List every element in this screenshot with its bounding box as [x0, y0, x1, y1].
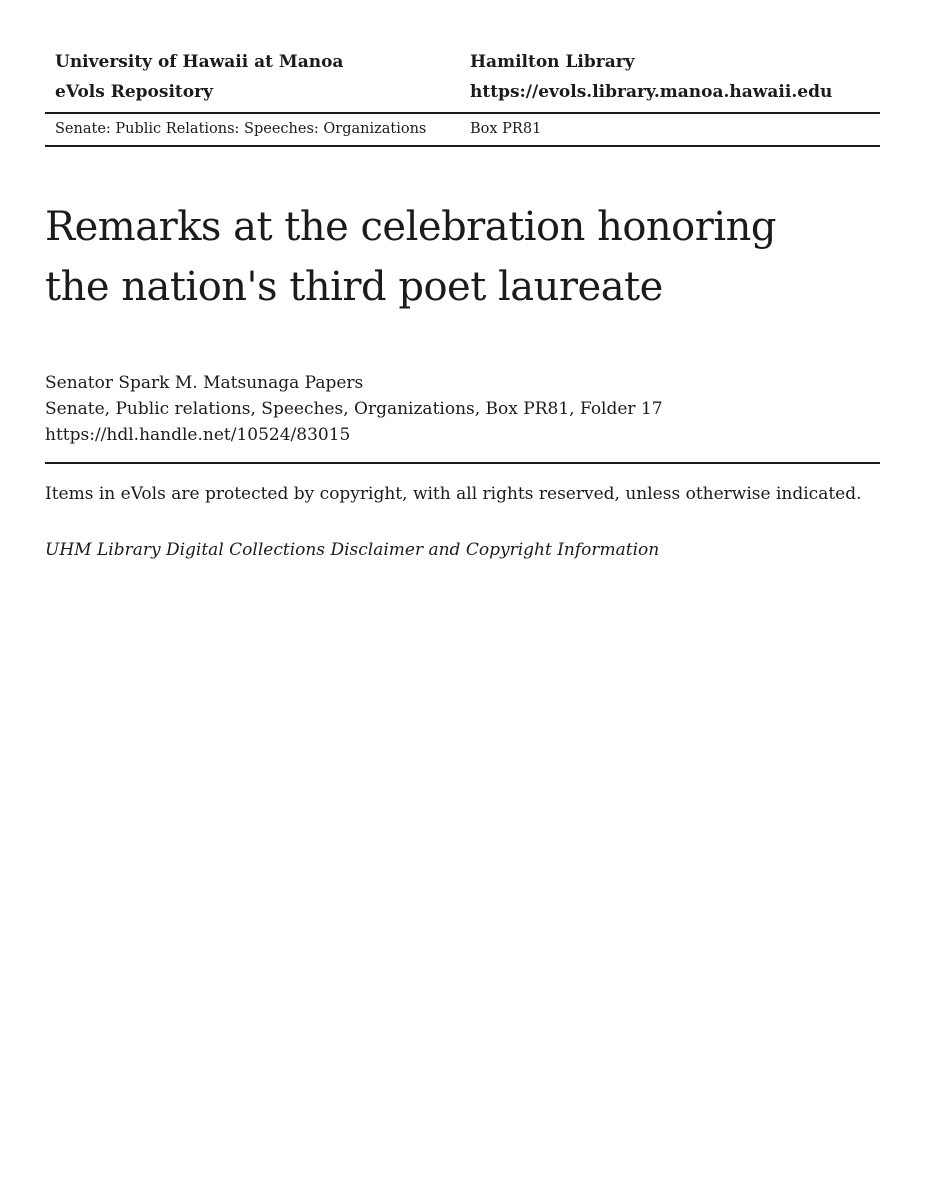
page-content — [0, 0, 927, 563]
box-number: Box PR81 — [470, 121, 542, 137]
repository-name: eVols Repository — [55, 82, 213, 102]
document-title-line-2: the nation's third poet laureate — [45, 264, 663, 310]
metadata-block — [45, 370, 880, 448]
document-title — [45, 197, 880, 317]
collection-name: Senator Spark M. Matsunaga Papers — [45, 373, 364, 393]
header-row-institution — [45, 47, 880, 114]
disclaimer-copyright-link[interactable]: UHM Library Digital Collections Disclaimer and Copyright Information — [45, 540, 660, 560]
section-divider-rule — [45, 462, 880, 464]
header-row-series — [45, 114, 880, 145]
institution-name: University of Hawaii at Manoa — [55, 52, 344, 72]
item-location: Senate, Public relations, Speeches, Organizations, Box PR81, Folder 17 — [45, 399, 663, 419]
document-title-line-1: Remarks at the celebration honoring — [45, 204, 777, 250]
series-path: Senate: Public Relations: Speeches: Organizations — [55, 121, 427, 137]
library-name: Hamilton Library — [470, 52, 635, 72]
handle-url-link[interactable]: https://hdl.handle.net/10524/83015 — [45, 425, 351, 445]
header-cell-left — [45, 47, 470, 107]
series-cell — [45, 120, 470, 138]
header-table — [45, 47, 880, 147]
copyright-notice: Items in eVols are protected by copyright, with all rights reserved, unless otherwise indicated. — [45, 484, 862, 504]
box-cell — [470, 120, 880, 138]
header-cell-right — [470, 47, 880, 107]
repository-url-link[interactable]: https://evols.library.manoa.hawaii.edu — [470, 82, 833, 102]
